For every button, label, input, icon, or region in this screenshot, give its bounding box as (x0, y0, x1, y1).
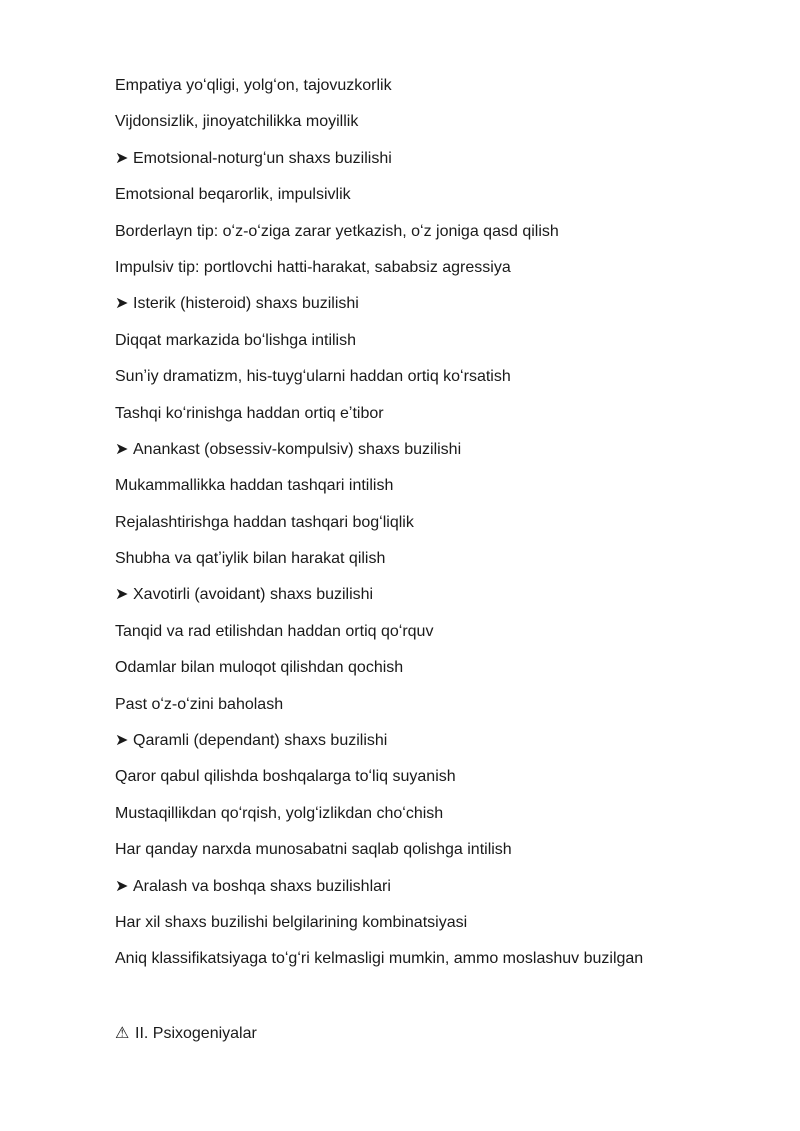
line-text: Rejalashtirishga haddan tashqari bogʻliqlik (115, 513, 414, 531)
line-text: Impulsiv tip: portlovchi hatti-harakat, sababsiz agressiya (115, 258, 511, 276)
subheading-line (115, 440, 755, 460)
subheading-line (115, 731, 755, 751)
text-line (115, 476, 755, 496)
line-text: Qaror qabul qilishda boshqalarga toʻliq suyanish (115, 768, 456, 786)
text-line (115, 658, 755, 678)
text-line (115, 804, 755, 824)
line-text: Xavotirli (avoidant) shaxs buzilishi (133, 586, 374, 604)
line-text: Emotsional beqarorlik, impulsivlik (115, 186, 351, 204)
line-text: Vijdonsizlik, jinoyatchilikka moyillik (115, 113, 359, 131)
arrow-bullet-icon: ➤ (115, 295, 129, 313)
subheading-line (115, 877, 755, 897)
text-line (115, 695, 755, 715)
text-line (115, 112, 755, 132)
line-text: Emotsional-noturgʻun shaxs buzilishi (133, 149, 392, 167)
text-line (115, 331, 755, 351)
text-line (115, 913, 755, 933)
text-line (115, 404, 755, 424)
line-text: Isterik (histeroid) shaxs buzilishi (133, 295, 359, 313)
line-text: Aralash va boshqa shaxs buzilishlari (133, 877, 391, 895)
line-text: Tashqi koʻrinishga haddan ortiq eʼtibor (115, 404, 384, 422)
text-line (115, 76, 755, 96)
section-title: II. Psixogeniyalar (135, 1025, 257, 1042)
arrow-bullet-icon: ➤ (115, 586, 129, 604)
line-text: Har xil shaxs buzilishi belgilarining kombinatsiyasi (115, 913, 468, 931)
text-line (115, 513, 755, 533)
line-text: Har qanday narxda munosabatni saqlab qolishga intilish (115, 841, 512, 859)
line-text: Tanqid va rad etilishdan haddan ortiq qoʻrquv (115, 622, 434, 640)
line-text: Anankast (obsessiv-kompulsiv) shaxs buzilishi (133, 440, 462, 458)
text-line (115, 549, 755, 569)
text-line (115, 185, 755, 205)
arrow-bullet-icon: ➤ (115, 732, 129, 750)
text-line (115, 840, 755, 860)
text-line (115, 622, 755, 642)
section-heading (115, 1024, 257, 1044)
line-text: Mustaqillikdan qoʻrqish, yolgʻizlikdan choʻchish (115, 804, 444, 822)
line-text: Qaramli (dependant) shaxs buzilishi (133, 732, 388, 750)
arrow-bullet-icon: ➤ (115, 149, 129, 167)
line-text: Mukammallikka haddan tashqari intilish (115, 477, 394, 495)
subheading-line (115, 294, 755, 314)
line-text: Empatiya yoʻqligi, yolgʻon, tajovuzkorlik (115, 77, 392, 94)
subheading-line (115, 149, 755, 169)
line-text: Shubha va qatʼiylik bilan harakat qilish (115, 550, 386, 568)
subheading-line (115, 585, 755, 605)
line-text: Odamlar bilan muloqot qilishdan qochish (115, 659, 404, 677)
document-body (115, 76, 755, 986)
line-text: Aniq klassifikatsiyaga toʻgʻri kelmasligi mumkin, ammo moslashuv buzilgan (115, 950, 644, 968)
text-line (115, 767, 755, 787)
arrow-bullet-icon: ➤ (115, 440, 129, 458)
line-text: Diqqat markazida boʻlishga intilish (115, 331, 357, 349)
text-line (115, 222, 755, 242)
text-line (115, 949, 755, 969)
warning-icon: ⚠ (115, 1025, 130, 1042)
line-text: Sunʼiy dramatizm, his-tuygʻularni haddan ortiq koʻrsatish (115, 368, 511, 386)
text-line (115, 367, 755, 387)
line-text: Past oʻz-oʻzini baholash (115, 695, 284, 713)
text-line (115, 258, 755, 278)
arrow-bullet-icon: ➤ (115, 877, 129, 895)
line-text: Borderlayn tip: oʻz-oʻziga zarar yetkazish, oʻz joniga qasd qilish (115, 222, 559, 240)
